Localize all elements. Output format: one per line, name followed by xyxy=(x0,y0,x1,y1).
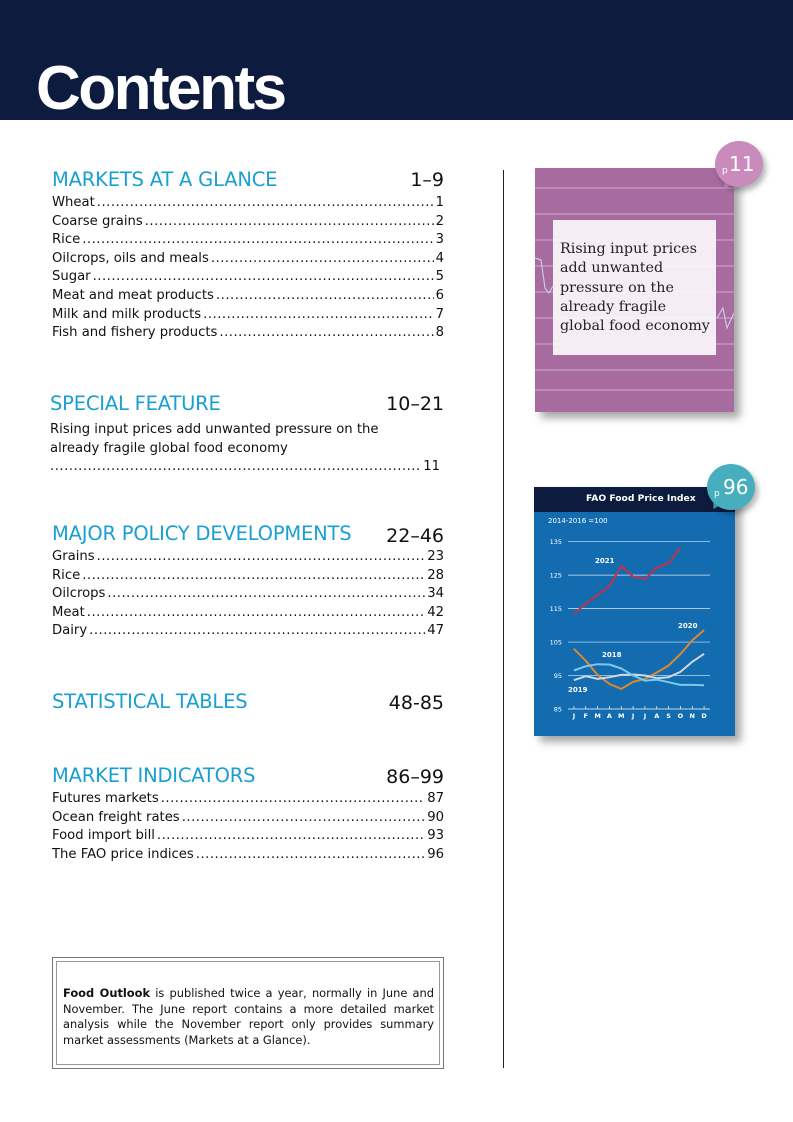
toc-item[interactable] xyxy=(52,268,444,287)
toc-item[interactable] xyxy=(52,790,444,809)
dot-leader xyxy=(97,194,434,213)
x-tick-label: A xyxy=(654,712,660,720)
page-title: Contents xyxy=(36,54,285,123)
section-range: 1–9 xyxy=(410,169,444,191)
series-line-2019 xyxy=(574,654,704,680)
toc-item[interactable] xyxy=(52,548,444,567)
price-index-thumbnail[interactable] xyxy=(534,487,735,736)
thumbnail-caption: Rising input prices add unwanted pressure on the already fragile global food economy xyxy=(553,220,716,355)
y-tick-label: 125 xyxy=(549,571,562,580)
dot-leader xyxy=(97,548,426,567)
dot-leader xyxy=(182,809,426,828)
toc-label: Futures markets xyxy=(52,791,159,806)
series-label: 2018 xyxy=(602,651,622,659)
toc-page: 23 xyxy=(427,549,444,564)
publication-note xyxy=(52,957,444,1069)
toc-label: Food import bill xyxy=(52,828,155,844)
toc-label: Meat xyxy=(52,604,85,620)
page-bubble-96[interactable] xyxy=(707,464,755,510)
section-range: 86–99 xyxy=(386,766,444,788)
section-special-feature xyxy=(50,392,444,477)
toc-item[interactable] xyxy=(52,622,444,641)
bubble-prefix: p xyxy=(722,166,728,176)
dot-leader xyxy=(145,213,434,232)
toc-label: Rice xyxy=(52,567,81,583)
series-line-2020 xyxy=(574,630,704,689)
x-tick-label: F xyxy=(583,712,588,720)
toc-page: 2 xyxy=(435,213,444,229)
chart-plot xyxy=(534,487,735,736)
toc-label: Grains xyxy=(52,549,95,564)
toc-page: 6 xyxy=(435,287,444,303)
toc-label: Milk and milk products xyxy=(52,306,202,322)
series-label: 2020 xyxy=(678,622,698,630)
dot-leader xyxy=(161,790,425,809)
toc-item[interactable] xyxy=(52,250,444,269)
series-label: 2021 xyxy=(595,557,615,565)
dot-leader xyxy=(89,622,425,641)
x-tick-label: J xyxy=(572,712,576,720)
toc-label: Ocean freight rates xyxy=(52,809,180,825)
dot-leader xyxy=(82,567,425,586)
dot-leader xyxy=(87,604,425,623)
note-bold: Food Outlook xyxy=(63,986,151,1000)
special-feature-thumbnail[interactable] xyxy=(535,168,734,412)
toc-label: Fish and fishery products xyxy=(52,325,218,341)
section-markets xyxy=(52,168,444,343)
dot-leader xyxy=(196,846,425,865)
section-range: 10–21 xyxy=(386,393,444,415)
bubble-prefix: p xyxy=(714,489,720,499)
toc-item[interactable] xyxy=(50,458,444,477)
toc-item[interactable] xyxy=(52,567,444,586)
section-range: 48-85 xyxy=(388,692,444,714)
section-indicators xyxy=(52,764,444,864)
x-tick-label: D xyxy=(701,712,707,720)
dot-leader xyxy=(216,287,434,306)
note-body: is published twice a year, normally in June and November. The June report contains a more detailed market analysis while the November report only provides summary market assessments (Markets at a Glance). xyxy=(63,986,434,1047)
toc-page: 8 xyxy=(435,325,444,341)
toc-item[interactable] xyxy=(52,231,444,250)
bubble-page: 11 xyxy=(729,152,755,176)
chart-subtitle: 2014-2016 =100 xyxy=(548,517,608,525)
x-tick-label: J xyxy=(643,712,647,720)
section-range: 22–46 xyxy=(386,525,444,547)
dot-leader xyxy=(203,306,433,325)
toc-page: 7 xyxy=(435,306,444,322)
dot-leader xyxy=(107,585,425,604)
special-feature-entry[interactable] xyxy=(50,420,444,458)
dot-leader xyxy=(211,250,434,269)
toc-page: 87 xyxy=(427,791,444,806)
dot-leader xyxy=(82,231,433,250)
toc-list xyxy=(50,458,444,477)
toc-item[interactable] xyxy=(52,846,444,865)
toc-label: The FAO price indices xyxy=(52,846,194,862)
toc-list xyxy=(52,790,444,864)
series-line-2021 xyxy=(574,548,681,615)
entry-text-line-1: Rising input prices add unwanted pressure on the xyxy=(50,422,379,437)
toc-label: Dairy xyxy=(52,623,88,639)
toc-page: 47 xyxy=(427,623,444,639)
x-tick-label: M xyxy=(618,712,625,720)
section-policy xyxy=(52,522,444,641)
publication-note-text xyxy=(56,961,440,1065)
toc-page: 42 xyxy=(427,604,444,620)
bubble-page: 96 xyxy=(723,475,749,499)
dot-leader xyxy=(157,827,425,846)
section-statistical xyxy=(52,690,444,716)
y-tick-label: 135 xyxy=(549,538,562,547)
toc-page: 11 xyxy=(423,459,440,474)
toc-label: Wheat xyxy=(52,195,95,210)
toc-page: 4 xyxy=(435,250,444,266)
dot-leader xyxy=(50,458,421,477)
toc-item[interactable] xyxy=(52,324,444,343)
toc-item[interactable] xyxy=(52,827,444,846)
page-bubble-11[interactable] xyxy=(715,141,763,187)
toc-page: 3 xyxy=(435,232,444,248)
series-label: 2019 xyxy=(568,686,588,694)
toc-page: 34 xyxy=(427,586,444,602)
x-tick-label: O xyxy=(677,712,684,720)
toc-label: Coarse grains xyxy=(52,213,143,229)
toc-item[interactable] xyxy=(52,604,444,623)
toc-list xyxy=(52,194,444,343)
section-title[interactable]: SPECIAL FEATURE xyxy=(50,392,221,415)
y-tick-label: 115 xyxy=(549,605,562,614)
entry-text-line-2: already fragile global food economy xyxy=(50,441,288,456)
toc-label: Oilcrops xyxy=(52,586,106,602)
toc-item[interactable] xyxy=(52,287,444,306)
toc-label: Meat and meat products xyxy=(52,287,214,303)
toc-page: 1 xyxy=(435,195,444,210)
toc-page: 93 xyxy=(427,828,444,844)
y-tick-label: 105 xyxy=(549,638,562,647)
section-title[interactable]: MARKET INDICATORS xyxy=(52,764,256,787)
section-title[interactable]: MAJOR POLICY DEVELOPMENTS xyxy=(52,522,352,545)
x-tick-label: J xyxy=(631,712,635,720)
y-tick-label: 95 xyxy=(553,672,562,681)
x-tick-label: N xyxy=(689,712,695,720)
x-tick-label: A xyxy=(606,712,612,720)
toc-item[interactable] xyxy=(52,585,444,604)
toc-page: 28 xyxy=(427,567,444,583)
toc-item[interactable] xyxy=(52,306,444,325)
x-tick-label: S xyxy=(666,712,671,720)
toc-item[interactable] xyxy=(52,213,444,232)
section-title[interactable]: STATISTICAL TABLES xyxy=(52,690,248,713)
dot-leader xyxy=(93,268,434,287)
toc-label: Oilcrops, oils and meals xyxy=(52,250,209,266)
section-title[interactable]: MARKETS AT A GLANCE xyxy=(52,168,278,191)
toc-page: 90 xyxy=(427,809,444,825)
column-divider xyxy=(503,170,504,1068)
header-banner xyxy=(0,0,793,123)
y-tick-label: 85 xyxy=(553,705,562,714)
chart-title: FAO Food Price Index xyxy=(586,493,696,504)
toc-item[interactable] xyxy=(52,194,444,213)
dot-leader xyxy=(219,324,433,343)
toc-item[interactable] xyxy=(52,809,444,828)
x-tick-label: M xyxy=(594,712,601,720)
toc-page: 5 xyxy=(435,269,444,285)
toc-label: Rice xyxy=(52,232,81,248)
toc-list xyxy=(52,548,444,641)
toc-label: Sugar xyxy=(52,269,91,285)
toc-page: 96 xyxy=(427,846,444,862)
